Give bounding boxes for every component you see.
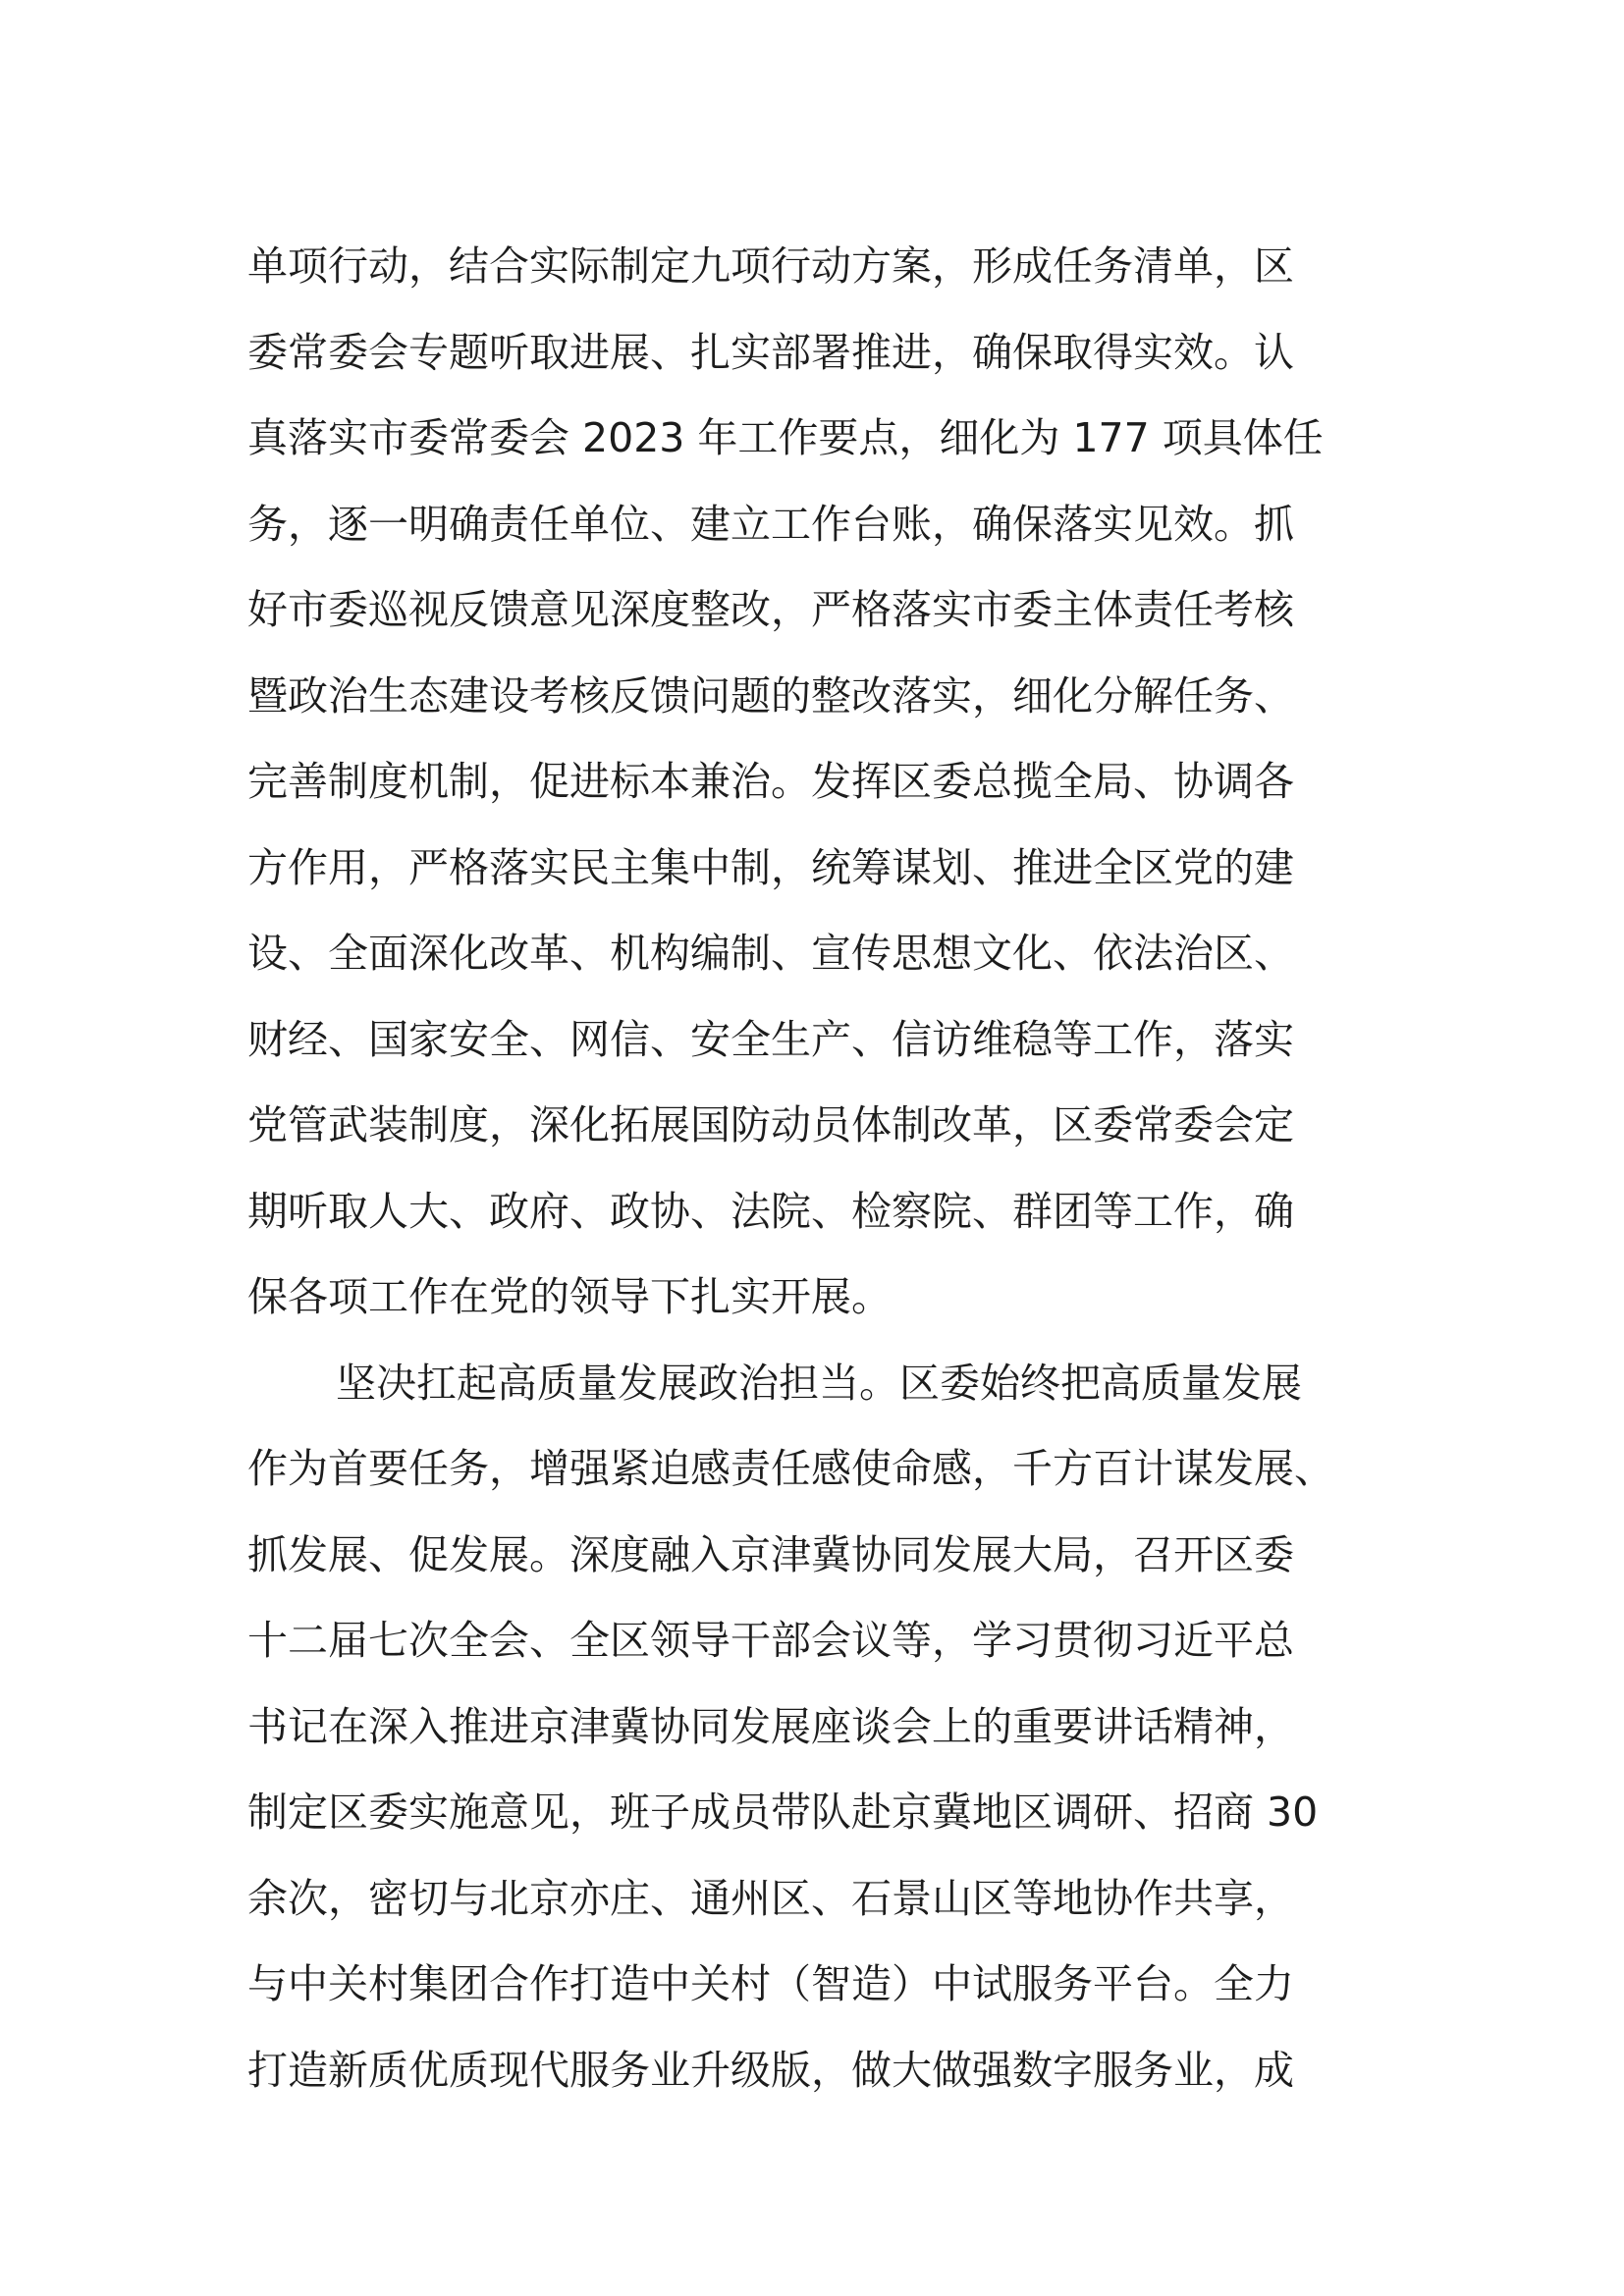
text-line: 作为首要任务，增强紧迫感责任感使命感，千方百计谋发展、 [247, 1445, 1334, 1492]
paragraph-1 [247, 224, 1386, 1341]
text-line: 与中关村集团合作打造中关村（智造）中试服务平台。全力 [247, 1960, 1294, 2007]
text-line: 打造新质优质现代服务业升级版，做大做强数字服务业，成 [247, 2046, 1294, 2094]
text-line: 书记在深入推进京津冀协同发展座谈会上的重要讲话精神， [247, 1702, 1294, 1750]
text-line: 暨政治生态建设考核反馈问题的整改落实，细化分解任务、 [247, 671, 1294, 720]
text-line: 期听取人大、政府、政协、法院、检察院、群团等工作，确 [247, 1187, 1294, 1235]
text-line: 保各项工作在党的领导下扎实开展。 [247, 1273, 892, 1320]
text-line: 完善制度机制，促进标本兼治。发挥区委总揽全局、协调各 [247, 758, 1294, 805]
text-line: 方作用，严格落实民主集中制，统筹谋划、推进全区党的建 [247, 843, 1294, 891]
text-line: 单项行动，结合实际制定九项行动方案，形成任务清单，区 [247, 242, 1294, 290]
text-line: 真落实市委常委会 2023 年工作要点，细化为 177 项具体任 [247, 414, 1324, 461]
text-line: 党管武装制度，深化拓展国防动员体制改革，区委常委会定 [247, 1101, 1294, 1148]
text-line: 设、全面深化改革、机构编制、宣传思想文化、依法治区、 [247, 930, 1294, 977]
text-line: 制定区委实施意见，班子成员带队赴京冀地区调研、招商 30 [247, 1789, 1319, 1836]
text-line: 委常委会专题听取进展、扎实部署推进，确保取得实效。认 [247, 328, 1294, 376]
document-body [247, 224, 1386, 2113]
text-line: 务，逐一明确责任单位、建立工作台账，确保落实见效。抓 [247, 500, 1294, 548]
text-line: 十二届七次全会、全区领导干部会议等，学习贯彻习近平总 [247, 1617, 1294, 1664]
paragraph-2 [247, 1341, 1386, 2114]
text-line: 坚决扛起高质量发展政治担当。区委始终把高质量发展 [336, 1359, 1302, 1407]
text-line: 财经、国家安全、网信、安全生产、信访维稳等工作，落实 [247, 1015, 1294, 1063]
text-line: 抓发展、促发展。深度融入京津冀协同发展大局，召开区委 [247, 1530, 1294, 1578]
text-line: 好市委巡视反馈意见深度整改，严格落实市委主体责任考核 [247, 586, 1294, 633]
text-line: 余次，密切与北京亦庄、通州区、石景山区等地协作共享， [247, 1874, 1294, 1922]
